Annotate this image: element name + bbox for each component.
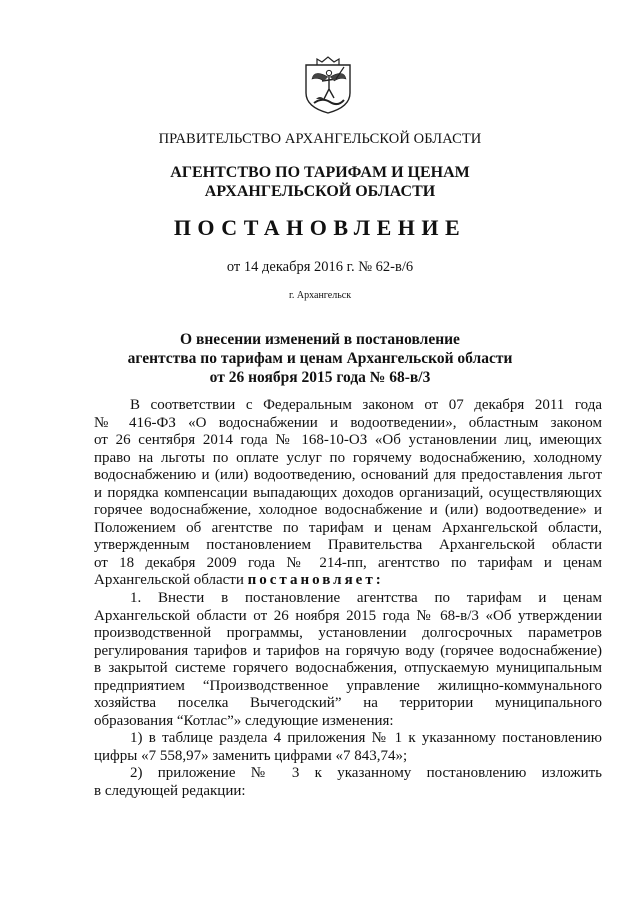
body-line: хозяйства поселка Вычегодский” на территории муниципального bbox=[94, 695, 602, 712]
body-line: В соответствии с Федеральным законом от 07 декабря 2011 года bbox=[130, 397, 602, 413]
body-line: регулирования тарифов и тарифов на горячую воду (горячее водоснабжение) bbox=[94, 642, 602, 659]
body-line: 2) приложение № 3 к указанному постановлению изложить bbox=[130, 765, 602, 782]
document-subject bbox=[0, 330, 640, 387]
resolves-word: постановляет: bbox=[247, 572, 384, 589]
body-line: и порядка компенсации выпадающих доходов организаций, осуществляющих bbox=[94, 484, 602, 501]
document-body bbox=[94, 397, 602, 801]
body-line-text: Архангельской области bbox=[94, 572, 244, 589]
subject-line2: агентства по тарифам и ценам Архангельской области bbox=[127, 350, 513, 367]
subject-line1: О внесении изменений в постановление bbox=[180, 331, 460, 348]
subject-line3: от 26 ноября 2015 года № 68-в/3 bbox=[209, 369, 431, 386]
date-and-number: от 14 декабря 2016 г. № 62-в/6 bbox=[226, 259, 414, 275]
body-line bbox=[94, 572, 602, 590]
agency-name bbox=[0, 163, 640, 201]
body-line: предприятием “Производственное управление жилищно-коммунального bbox=[94, 677, 602, 694]
body-line: водоснабжению и (или) водоотведению, оснований для предоставления льгот bbox=[94, 467, 602, 484]
body-line: производственной программы, установлении долгосрочных параметров bbox=[94, 625, 602, 642]
body-line: в закрытой системе горячего водоснабжения, отпускаемую муниципальным bbox=[94, 660, 602, 677]
body-line: 1. Внести в постановление агентства по тарифам и ценам bbox=[130, 590, 602, 607]
body-line: от 18 декабря 2009 года № 214-пп, агентство по тарифам и ценам bbox=[94, 554, 602, 571]
agency-name-line1: АГЕНТСТВО ПО ТАРИФАМ И ЦЕНАМ bbox=[170, 164, 470, 181]
body-line: Архангельской области от 26 ноября 2015 года № 68-в/3 «Об утверждении bbox=[94, 607, 602, 624]
body-line: утвержденным постановлением Правительства Архангельской области bbox=[94, 537, 602, 554]
city-name: г. Архангельск bbox=[288, 290, 352, 301]
body-line: в следующей редакции: bbox=[94, 783, 246, 800]
body-line: Положением об агентстве по тарифам и ценам Архангельской области, bbox=[94, 519, 602, 536]
agency-name-line2: АРХАНГЕЛЬСКОЙ ОБЛАСТИ bbox=[204, 183, 436, 200]
coat-of-arms-icon bbox=[300, 55, 356, 115]
body-line: от 26 сентября 2014 года № 168-10-ОЗ «Об установлении лиц, имеющих bbox=[94, 432, 602, 449]
body-line: № 416-ФЗ «О водоснабжении и водоотведении», областным законом bbox=[94, 414, 602, 431]
body-line: 1) в таблице раздела 4 приложения № 1 к указанному постановлению bbox=[130, 730, 602, 747]
government-name: ПРАВИТЕЛЬСТВО АРХАНГЕЛЬСКОЙ ОБЛАСТИ bbox=[158, 131, 482, 147]
body-line: горячее водоснабжение, холодное водоснабжение и (или) водоотведение» и bbox=[94, 502, 602, 519]
body-line: право на льготы по оплате услуг по горячему водоснабжению, холодному bbox=[94, 449, 602, 466]
body-line: цифры «7 558,97» заменить цифрами «7 843,74»; bbox=[94, 747, 408, 764]
body-line: образования “Котлас”» следующие изменения: bbox=[94, 712, 394, 729]
document-type-title: ПОСТАНОВЛЕНИЕ bbox=[173, 215, 467, 240]
